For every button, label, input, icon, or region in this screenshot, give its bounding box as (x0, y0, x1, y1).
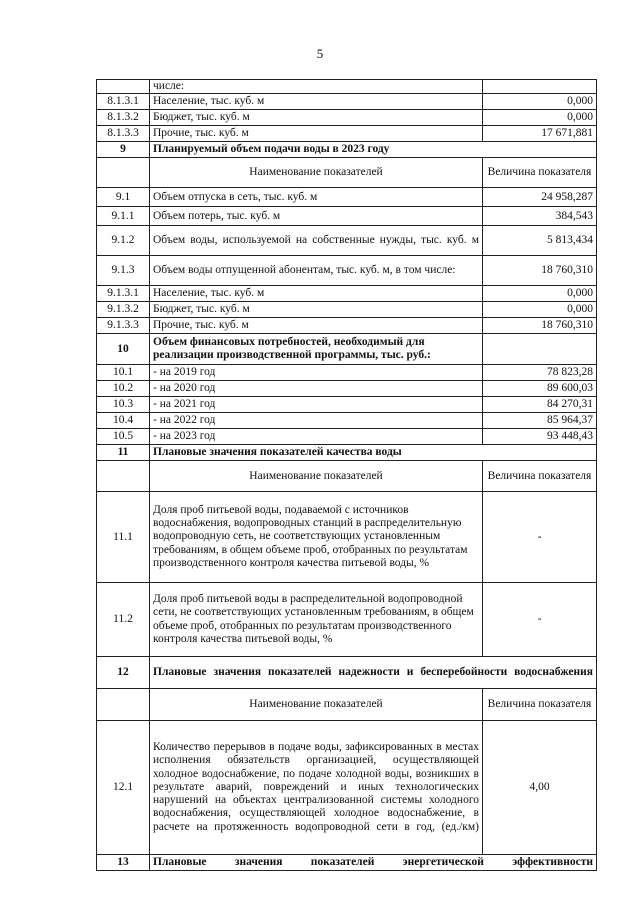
row-number: 10.5 (97, 429, 150, 445)
row-number: 8.1.3.3 (97, 126, 150, 142)
row-value: 17 671,881 (483, 126, 597, 142)
section-number: 10 (97, 334, 150, 365)
header-empty-cell (97, 689, 150, 721)
section-number: 13 (97, 855, 150, 871)
table-row (97, 397, 597, 413)
table-row (97, 207, 597, 226)
row-number: 11.2 (97, 583, 150, 657)
row-number: 9.1.3.2 (97, 302, 150, 318)
header-indicator-name: Наименование показателей (150, 158, 483, 188)
row-number: 9.1.1 (97, 207, 150, 226)
row-label: - на 2022 год (150, 413, 483, 429)
table-row (97, 188, 597, 207)
table-row (97, 226, 597, 256)
row-number: 8.1.3.2 (97, 110, 150, 126)
column-header-row (97, 689, 597, 721)
row-number (97, 80, 150, 94)
row-label: Бюджет, тыс. куб. м (150, 302, 483, 318)
row-value: 0,000 (483, 110, 597, 126)
table-row (97, 365, 597, 381)
header-indicator-value: Величина показателя (483, 461, 597, 492)
table-row (97, 110, 597, 126)
row-value: 18 760,310 (483, 318, 597, 334)
row-label: Доля проб питьевой воды, подаваемой с источников водоснабжения, водопроводных станций в распределительную водопроводную сеть, не соответствующих установленным требованиям, в общем объеме проб, отобранных по результатам производственного контроля качества питьевой воды, % (150, 492, 483, 583)
row-number: 9.1.3.3 (97, 318, 150, 334)
column-header-row (97, 461, 597, 492)
table-row (97, 583, 597, 657)
row-label: Количество перерывов в подаче воды, зафиксированных в местах исполнения обязательств организацией, осуществляющей холодное водоснабжение, по подаче холодной воды, возникших в результате аварий, повреждений и иных технологических нарушений на объектах централизованной системы холодного водоснабжения, осуществляющей холодное водоснабжение, в расчете на протяженность водопроводной сети в год, (ед./км) (150, 721, 483, 855)
row-value: 18 760,310 (483, 256, 597, 286)
row-number: 10.3 (97, 397, 150, 413)
row-number: 9.1.3.1 (97, 286, 150, 302)
section-title: Плановые значения показателей качества воды (150, 445, 597, 461)
row-label: Население, тыс. куб. м (150, 286, 483, 302)
row-value: 89 600,03 (483, 381, 597, 397)
row-value: 0,000 (483, 94, 597, 110)
row-label: Прочие, тыс. куб. м (150, 126, 483, 142)
row-label: числе: (150, 80, 483, 94)
row-value: 0,000 (483, 302, 597, 318)
section-number: 11 (97, 445, 150, 461)
section-title: Объем финансовых потребностей, необходимый для реализации производственной программы, тыс. руб.: (150, 334, 483, 365)
section-row (97, 657, 597, 689)
row-label: Бюджет, тыс. куб. м (150, 110, 483, 126)
row-label: Объем воды отпущенной абонентам, тыс. куб. м, в том числе: (150, 256, 483, 286)
row-value: 93 448,43 (483, 429, 597, 445)
section-empty-cell (483, 334, 597, 365)
row-number: 10.2 (97, 381, 150, 397)
section-title: Планируемый объем подачи воды в 2023 году (150, 142, 597, 158)
row-label: Доля проб питьевой воды в распределительной водопроводной сети, не соответствующих установленным требованиям, в общем объеме проб, отобранных по результатам производственного контроля качества питьевой воды, % (150, 583, 483, 657)
header-empty-cell (97, 158, 150, 188)
header-indicator-name: Наименование показателей (150, 461, 483, 492)
row-value (483, 80, 597, 94)
row-value: 78 823,28 (483, 365, 597, 381)
table-row (97, 80, 597, 94)
row-label: - на 2020 год (150, 381, 483, 397)
header-empty-cell (97, 461, 150, 492)
header-indicator-name: Наименование показателей (150, 689, 483, 721)
table-row (97, 413, 597, 429)
page-number: 5 (316, 46, 324, 61)
row-label: Объем воды, используемой на собственные нужды, тыс. куб. м (150, 226, 483, 256)
row-label: Прочие, тыс. куб. м (150, 318, 483, 334)
section-row (97, 334, 597, 365)
section-title: Плановые значения показателей энергетической эффективности (150, 855, 597, 871)
row-label: Население, тыс. куб. м (150, 94, 483, 110)
table-row (97, 429, 597, 445)
section-number: 12 (97, 657, 150, 689)
row-number: 9.1.3 (97, 256, 150, 286)
section-title: Плановые значения показателей надежности и бесперебойности водоснабжения (150, 657, 597, 689)
header-indicator-value: Величина показателя (483, 689, 597, 721)
indicators-table (96, 79, 597, 871)
row-label: Объем отпуска в сеть, тыс. куб. м (150, 188, 483, 207)
section-row (97, 142, 597, 158)
row-number: 9.1 (97, 188, 150, 207)
row-number: 11.1 (97, 492, 150, 583)
section-row (97, 445, 597, 461)
row-label: Объем потерь, тыс. куб. м (150, 207, 483, 226)
section-number: 9 (97, 142, 150, 158)
row-value: 24 958,287 (483, 188, 597, 207)
row-number: 8.1.3.1 (97, 94, 150, 110)
row-value: 4,00 (483, 721, 597, 855)
row-label: - на 2021 год (150, 397, 483, 413)
row-number: 10.1 (97, 365, 150, 381)
header-indicator-value: Величина показателя (483, 158, 597, 188)
table-row (97, 126, 597, 142)
table-row (97, 318, 597, 334)
table-row (97, 492, 597, 583)
row-value: 384,543 (483, 207, 597, 226)
column-header-row (97, 158, 597, 188)
row-value: 0,000 (483, 286, 597, 302)
table-row (97, 286, 597, 302)
table-row (97, 256, 597, 286)
row-number: 10.4 (97, 413, 150, 429)
row-number: 9.1.2 (97, 226, 150, 256)
table-row (97, 302, 597, 318)
row-label: - на 2019 год (150, 365, 483, 381)
table-row (97, 381, 597, 397)
section-row (97, 855, 597, 871)
row-value: - (483, 583, 597, 657)
row-label: - на 2023 год (150, 429, 483, 445)
table-row (97, 94, 597, 110)
row-value: 85 964,37 (483, 413, 597, 429)
row-number: 12.1 (97, 721, 150, 855)
row-value: 84 270,31 (483, 397, 597, 413)
row-value: - (483, 492, 597, 583)
table-row (97, 721, 597, 855)
row-value: 5 813,434 (483, 226, 597, 256)
